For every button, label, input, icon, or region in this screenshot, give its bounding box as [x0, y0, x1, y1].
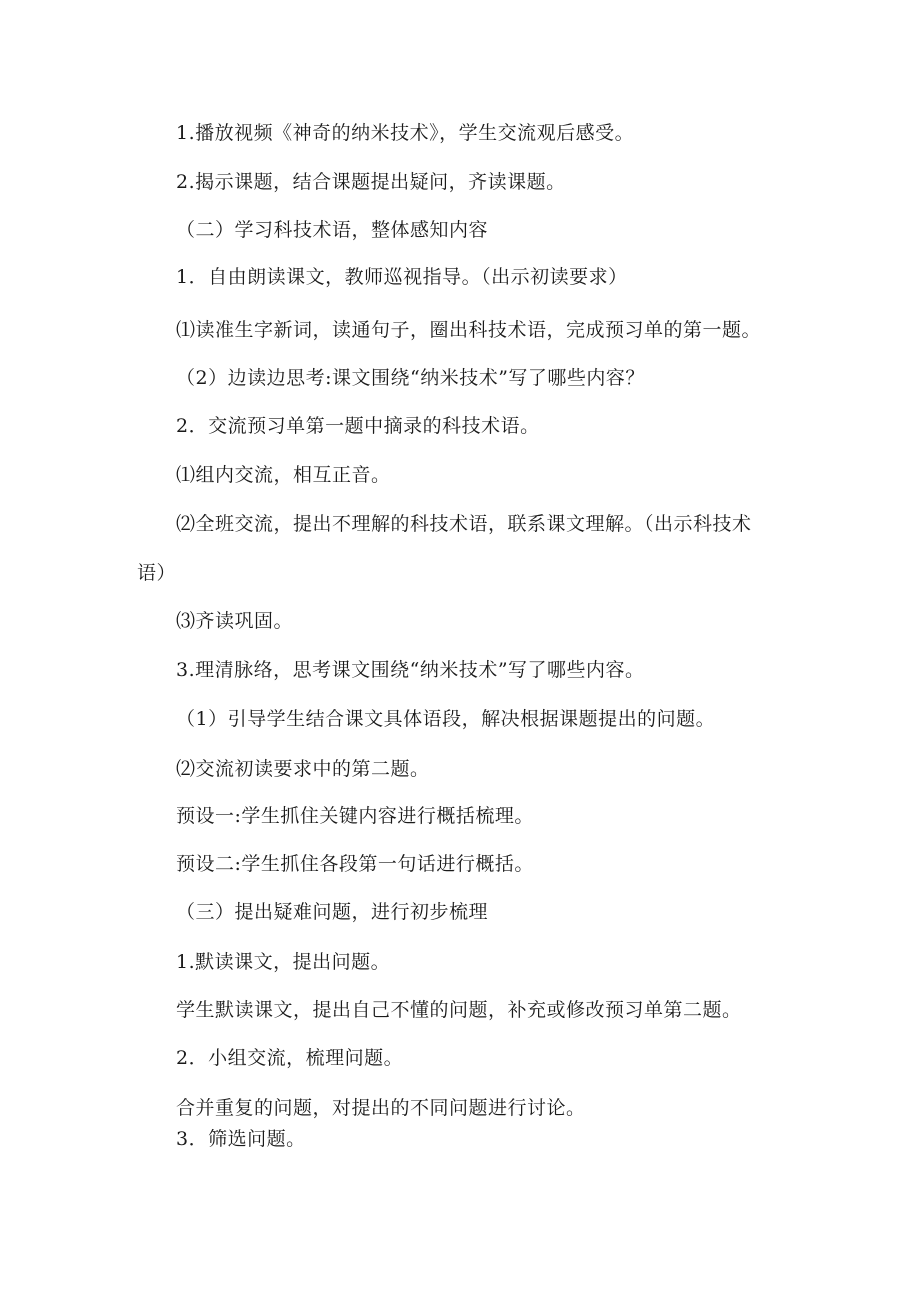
section-heading: （二）学习科技术语，整体感知内容 — [176, 219, 489, 241]
text-line: ⑴组内交流，相互正音。 — [176, 464, 391, 486]
text-line: ⑶齐读巩固。 — [176, 610, 294, 632]
text-line-continuation: 语） — [137, 562, 177, 584]
text-line: （1）引导学生结合课文具体语段，解决根据课题提出的问题。 — [176, 708, 716, 730]
text-line: ⑵全班交流，提出不理解的科技术语，联系课文理解。（出示科技术 — [176, 513, 752, 535]
text-line: 2．小组交流，梳理问题。 — [176, 1047, 404, 1069]
section-heading: （三）提出疑难问题，进行初步梳理 — [176, 901, 489, 923]
text-line: 预设二:学生抓住各段第一句话进行概括。 — [176, 853, 534, 875]
text-line: 预设一:学生抓住关键内容进行概括梳理。 — [176, 805, 534, 827]
text-line: ⑴读准生字新词，读通句子，圈出科技术语，完成预习单的第一题。 — [176, 319, 762, 341]
text-line: 1.默读课文，提出问题。 — [176, 951, 391, 973]
text-line: 3.理清脉络，思考课文围绕“纳米技术”写了哪些内容。 — [176, 659, 645, 681]
text-line: （2）边读边思考:课文围绕“纳米技术”写了哪些内容？ — [176, 367, 645, 389]
text-line: 合并重复的问题，对提出的不同问题进行讨论。 — [176, 1097, 586, 1119]
text-line: 1．自由朗读课文，教师巡视指导。（出示初读要求） — [176, 266, 628, 288]
text-line: 学生默读课文，提出自己不懂的问题，补充或修改预习单第二题。 — [176, 999, 742, 1021]
text-line: 3．筛选问题。 — [176, 1128, 306, 1150]
text-line: 2．交流预习单第一题中摘录的科技术语。 — [176, 415, 540, 437]
text-line: 2.揭示课题，结合课题提出疑问，齐读课题。 — [176, 171, 566, 193]
text-line: ⑵交流初读要求中的第二题。 — [176, 758, 430, 780]
text-line: 1.播放视频《神奇的纳米技术》，学生交流观后感受。 — [176, 122, 635, 144]
